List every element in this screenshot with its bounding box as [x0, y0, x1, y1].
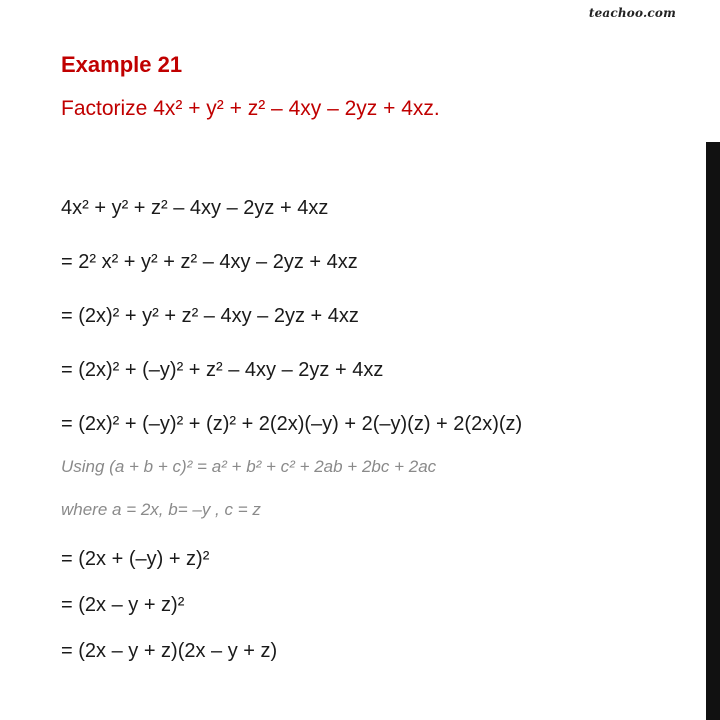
- solution-step-5: = (2x)² + (–y)² + (z)² + 2(2x)(–y) + 2(–y)(z) + 2(2x)(z): [61, 413, 523, 435]
- example-title: Example 21: [61, 52, 183, 77]
- solution-step-3: = (2x)² + y² + z² – 4xy – 2yz + 4xz: [61, 305, 359, 327]
- substitution-note: where a = 2x, b= –y , c = z: [61, 500, 261, 519]
- solution-step-1: 4x² + y² + z² – 4xy – 2yz + 4xz: [61, 197, 329, 219]
- final-answer: = (2x – y + z)(2x – y + z): [61, 640, 278, 662]
- identity-note: Using (a + b + c)² = a² + b² + c² + 2ab + 2bc + 2ac: [61, 457, 437, 476]
- question-text: Factorize 4x² + y² + z² – 4xy – 2yz + 4xz.: [61, 97, 440, 120]
- solution-step-4: = (2x)² + (–y)² + z² – 4xy – 2yz + 4xz: [61, 359, 384, 381]
- teachoo-logo: teachoo.com: [588, 6, 676, 20]
- side-bar-top: [706, 0, 720, 142]
- final-step-1: = (2x + (–y) + z)²: [61, 548, 210, 570]
- final-step-2: = (2x – y + z)²: [61, 594, 185, 616]
- side-bar-accent: [706, 142, 720, 720]
- solution-step-2: = 2² x² + y² + z² – 4xy – 2yz + 4xz: [61, 251, 358, 273]
